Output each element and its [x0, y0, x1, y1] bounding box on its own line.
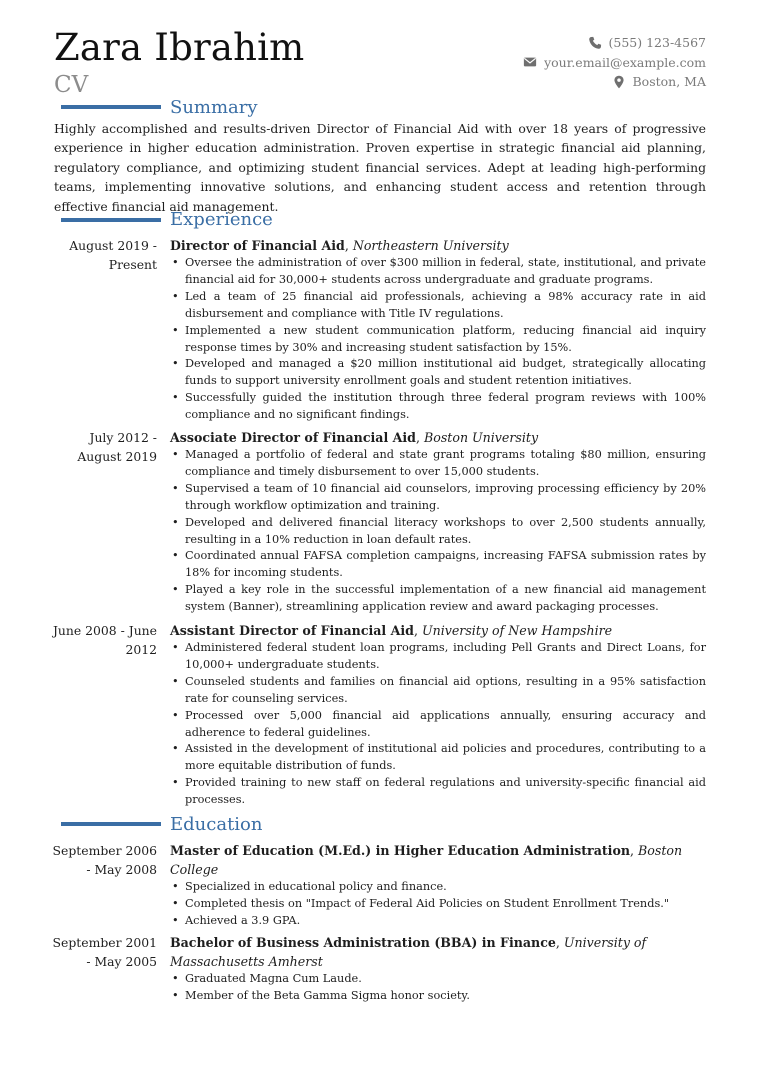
contact-block — [523, 33, 706, 92]
bullet-item: • Completed thesis on "Impact of Federal Aid Policies on Student Enrollment Trends." — [170, 896, 706, 913]
bullet-item: • Oversee the administration of over $300 million in federal, state, institutional, and private financial aid for 30,000+ students across undergraduate and graduate programs. — [170, 255, 706, 289]
contact-phone — [523, 33, 706, 53]
experience-heading: Experience — [170, 209, 273, 230]
entry-degree: Master of Education (M.Ed.) in Higher Education Administration — [170, 843, 631, 858]
entry-bullets — [170, 971, 706, 1005]
phone-icon — [588, 36, 602, 50]
entry-school: University of Massachusetts Amherst — [170, 935, 647, 969]
contact-email — [523, 53, 706, 73]
bullet-item: • Provided training to new staff on federal regulations and university-specific financial aid processes. — [170, 775, 706, 809]
entry-bullets — [170, 447, 706, 616]
entry-body — [170, 933, 706, 1005]
bullet-item: • Processed over 5,000 financial aid applications annually, ensuring accuracy and adherence to federal guidelines. — [170, 708, 706, 742]
bullet-item: • Member of the Beta Gamma Sigma honor society. — [170, 988, 706, 1005]
bullet-item: • Led a team of 25 financial aid professionals, achieving a 98% accuracy rate in aid disbursement and compliance with Title IV regulations. — [170, 289, 706, 323]
entry-role: Assistant Director of Financial Aid — [170, 623, 414, 638]
entry-title: Bachelor of Business Administration (BBA) in Finance, University of Massachusetts Amherst — [170, 935, 647, 969]
summary-heading: Summary — [170, 97, 258, 118]
bullet-item: • Successfully guided the institution through three federal program reviews with 100% compliance and no significant findings. — [170, 390, 706, 424]
bullet-item: • Graduated Magna Cum Laude. — [170, 971, 706, 988]
bullet-item: • Coordinated annual FAFSA completion campaigns, increasing FAFSA submission rates by 18% for incoming students. — [170, 548, 706, 582]
summary-rule — [61, 105, 161, 109]
entry-body — [170, 428, 706, 616]
entry-body — [170, 236, 706, 424]
entry-school: Boston College — [170, 843, 683, 877]
location-text: Boston, MA — [632, 74, 706, 89]
entry-body — [170, 841, 706, 930]
experience-rule — [61, 218, 161, 222]
bullet-item: • Developed and managed a $20 million institutional aid budget, strategically allocating funds to support university enrollment goals and student retention initiatives. — [170, 356, 706, 390]
entry-role: Director of Financial Aid — [170, 238, 345, 253]
envelope-icon — [523, 55, 537, 69]
entry-degree: Bachelor of Business Administration (BBA) in Finance — [170, 935, 556, 950]
entry-org: Northeastern University — [352, 238, 509, 253]
email-text[interactable]: your.email@example.com — [544, 54, 706, 70]
bullet-item: • Achieved a 3.9 GPA. — [170, 913, 706, 930]
entry-date: June 2008 - June 2012 — [52, 623, 157, 657]
candidate-name: Zara Ibrahim — [54, 26, 305, 69]
entry-date: September 2006 - May 2008 — [52, 843, 157, 877]
bullet-item: • Counseled students and families on financial aid options, resulting in a 95% satisfaction rate for counseling services. — [170, 674, 706, 708]
bullet-item: • Assisted in the development of institutional aid policies and procedures, contributing to a more equitable distribution of funds. — [170, 741, 706, 775]
bullet-item: • Developed and delivered financial literacy workshops to over 2,500 students annually, resulting in a 10% reduction in loan default rates. — [170, 515, 706, 549]
entry-date: September 2001 - May 2005 — [52, 935, 157, 969]
contact-location — [523, 72, 706, 92]
summary-text: Highly accomplished and results-driven Director of Financial Aid with over 18 years of progressive experience in higher education administration. Proven expertise in strategic financial aid planning, regulatory compliance, and optimizing student financial services. Adept at leading high-performing teams, implementing innovative solutions, and enhancing student access and retention through effective financial aid management. — [54, 121, 706, 214]
entry-title: Assistant Director of Financial Aid, University of New Hampshire — [170, 623, 613, 638]
entry-bullets — [170, 879, 706, 930]
entry-bullets — [170, 255, 706, 424]
bullet-item: • Supervised a team of 10 financial aid counselors, improving processing efficiency by 20% through workflow optimization and training. — [170, 481, 706, 515]
bullet-item: • Played a key role in the successful implementation of a new financial aid management system (Banner), streamlining application review and award packaging processes. — [170, 582, 706, 616]
entry-date: July 2012 - August 2019 — [77, 430, 157, 464]
entry-title: Master of Education (M.Ed.) in Higher Education Administration, Boston College — [170, 843, 683, 877]
entry-role: Associate Director of Financial Aid — [170, 430, 416, 445]
entry-date: August 2019 - Present — [69, 238, 157, 272]
bullet-item: • Implemented a new student communication platform, reducing financial aid inquiry response times by 30% and increasing student satisfaction by 15%. — [170, 323, 706, 357]
entry-title: Director of Financial Aid, Northeastern University — [170, 238, 509, 253]
map-pin-icon — [612, 75, 626, 89]
entry-org: University of New Hampshire — [421, 623, 613, 638]
entry-bullets — [170, 640, 706, 809]
bullet-item: • Managed a portfolio of federal and state grant programs totaling $80 million, ensuring compliance and timely disbursement to over 15,000 students. — [170, 447, 706, 481]
document-subtitle: CV — [54, 72, 89, 98]
bullet-item: • Specialized in educational policy and finance. — [170, 879, 706, 896]
education-rule — [61, 822, 161, 826]
entry-title: Associate Director of Financial Aid, Boston University — [170, 430, 539, 445]
education-heading: Education — [170, 814, 263, 835]
phone-text[interactable]: (555) 123-4567 — [608, 35, 706, 50]
entry-org: Boston University — [424, 430, 539, 445]
entry-body — [170, 621, 706, 809]
bullet-item: • Administered federal student loan programs, including Pell Grants and Direct Loans, for 10,000+ undergraduate students. — [170, 640, 706, 674]
